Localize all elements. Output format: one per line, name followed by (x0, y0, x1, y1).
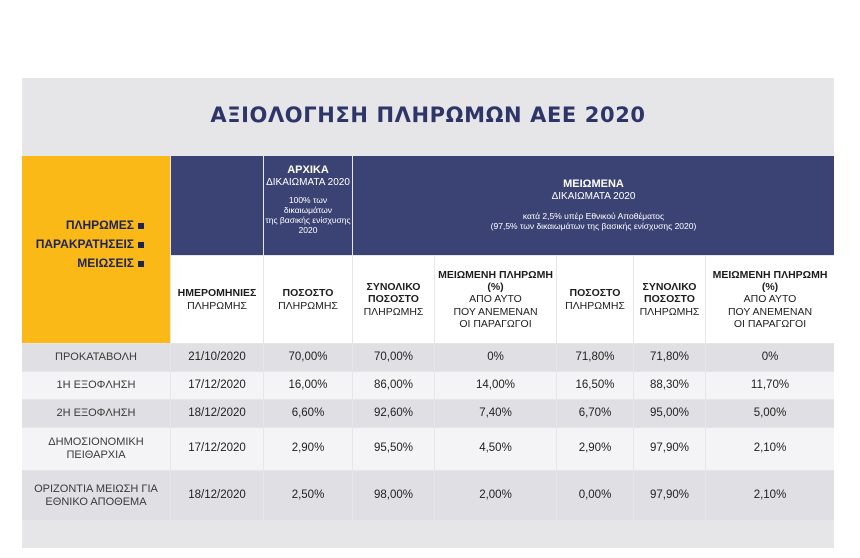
table-cell: 98,00% (353, 471, 434, 520)
col-header-initial-pct: ΠΟΣΟΣΤΟ ΠΛΗΡΩΜΗΣ (264, 256, 352, 343)
table-cell: 21/10/2020 (171, 344, 263, 371)
table-cell: 2,90% (557, 428, 633, 470)
table-cell: 2,00% (435, 471, 556, 520)
square-bullet-icon (138, 242, 144, 248)
reduced-subtitle: ΔΙΚΑΙΩΜΑΤΑ 2020 (551, 190, 636, 202)
table-cell: 70,00% (264, 344, 352, 371)
table-cell: 95,00% (634, 400, 705, 427)
page-title: ΑΞΙΟΛΟΓΗΣΗ ΠΛΗΡΩΜΩΝ ΑΕΕ 2020 (210, 103, 646, 127)
table-cell: 95,50% (353, 428, 434, 470)
square-bullet-icon (138, 261, 144, 267)
table-cell: 2,90% (264, 428, 352, 470)
row-label-first-settlement: 1Η ΕΞΟΦΛΗΣΗ (22, 372, 170, 399)
legend-item-withholdings: ΠΑΡΑΚΡΑΤΗΣΕΙΣ (36, 235, 144, 254)
table-cell: 18/12/2020 (171, 471, 263, 520)
table-cell: 4,50% (435, 428, 556, 470)
legend-block (22, 156, 170, 343)
table-cell: 14,00% (435, 372, 556, 399)
col-header-reduced-reduced: ΜΕΙΩΜΕΝΗ ΠΛΗΡΩΜΗ (%) ΑΠΟ ΑΥΤΟ ΠΟΥ ΑΝΕΜΕΝΑΝ ΟΙ ΠΑΡΑΓΩΓΟΙ (706, 256, 834, 343)
table-cell: 6,70% (557, 400, 633, 427)
table-cell: 5,00% (706, 400, 834, 427)
col-header-reduced-pct: ΠΟΣΟΣΤΟ ΠΛΗΡΩΜΗΣ (557, 256, 633, 343)
legend-item-payments: ΠΛΗΡΩΜΕΣ (36, 216, 144, 235)
table-cell: 17/12/2020 (171, 428, 263, 470)
table-cell: 71,80% (634, 344, 705, 371)
table-cell: 2,10% (706, 428, 834, 470)
table-cell: 97,90% (634, 428, 705, 470)
table-cell: 97,90% (634, 471, 705, 520)
col-header-dates: ΗΜΕΡΟΜΗΝΙΕΣ ΠΛΗΡΩΜΗΣ (171, 256, 263, 343)
reduced-note: κατά 2,5% υπέρ Εθνικού Αποθέματος (97,5% των δικαιωμάτων της βασικής ενίσχυσης 2020) (490, 210, 697, 231)
row-label-advance: ΠΡΟΚΑΤΑΒΟΛΗ (22, 344, 170, 371)
table-cell: 86,00% (353, 372, 434, 399)
table-cell: 17/12/2020 (171, 372, 263, 399)
table-cell: 71,80% (557, 344, 633, 371)
table-cell: 7,40% (435, 400, 556, 427)
col-header-initial-total: ΣΥΝΟΛΙΚΟ ΠΟΣΟΣΤΟ ΠΛΗΡΩΜΗΣ (353, 256, 434, 343)
col-header-reduced-total: ΣΥΝΟΛΙΚΟ ΠΟΣΟΣΤΟ ΠΛΗΡΩΜΗΣ (634, 256, 705, 343)
legend-item-reductions: ΜΕΙΩΣΕΙΣ (36, 254, 144, 273)
row-label-fiscal-discipline: ΔΗΜΟΣΙΟΝΟΜΙΚΗ ΠΕΙΘΑΡΧΙΑ (22, 428, 170, 470)
legend-list (36, 216, 144, 274)
table-cell: 88,30% (634, 372, 705, 399)
header-dates-blank (171, 156, 263, 255)
table-cell: 92,60% (353, 400, 434, 427)
table-cell: 2,50% (264, 471, 352, 520)
initial-title: ΑΡΧΙΚΑ (287, 164, 329, 176)
table-cell: 70,00% (353, 344, 434, 371)
table-cell: 0% (435, 344, 556, 371)
row-label-second-settlement: 2Η ΕΞΟΦΛΗΣΗ (22, 400, 170, 427)
header-initial (264, 156, 352, 255)
table-cell: 11,70% (706, 372, 834, 399)
square-bullet-icon (138, 223, 144, 229)
table-cell: 2,10% (706, 471, 834, 520)
table-cell: 16,50% (557, 372, 633, 399)
table-cell: 6,60% (264, 400, 352, 427)
initial-subtitle: ΔΙΚΑΙΩΜΑΤΑ 2020 (266, 176, 350, 188)
header-reduced (353, 156, 834, 255)
initial-note: 100% των δικαιωμάτων της βασικής ενίσχυσης 2020 (265, 194, 351, 235)
col-header-initial-reduced: ΜΕΙΩΜΕΝΗ ΠΛΗΡΩΜΗ (%) ΑΠΟ ΑΥΤΟ ΠΟΥ ΑΝΕΜΕΝΑΝ ΟΙ ΠΑΡΑΓΩΓΟΙ (435, 256, 556, 343)
table-cell: 0% (706, 344, 834, 371)
table-cell: 0,00% (557, 471, 633, 520)
row-label-horizontal-reduction: ΟΡΙΖΟΝΤΙΑ ΜΕΙΩΣΗ ΓΙΑ ΕΘΝΙΚΟ ΑΠΟΘΕΜΑ (22, 471, 170, 520)
table-cell: 18/12/2020 (171, 400, 263, 427)
table-cell: 16,00% (264, 372, 352, 399)
reduced-title: ΜΕΙΩΜΕΝΑ (563, 178, 624, 190)
